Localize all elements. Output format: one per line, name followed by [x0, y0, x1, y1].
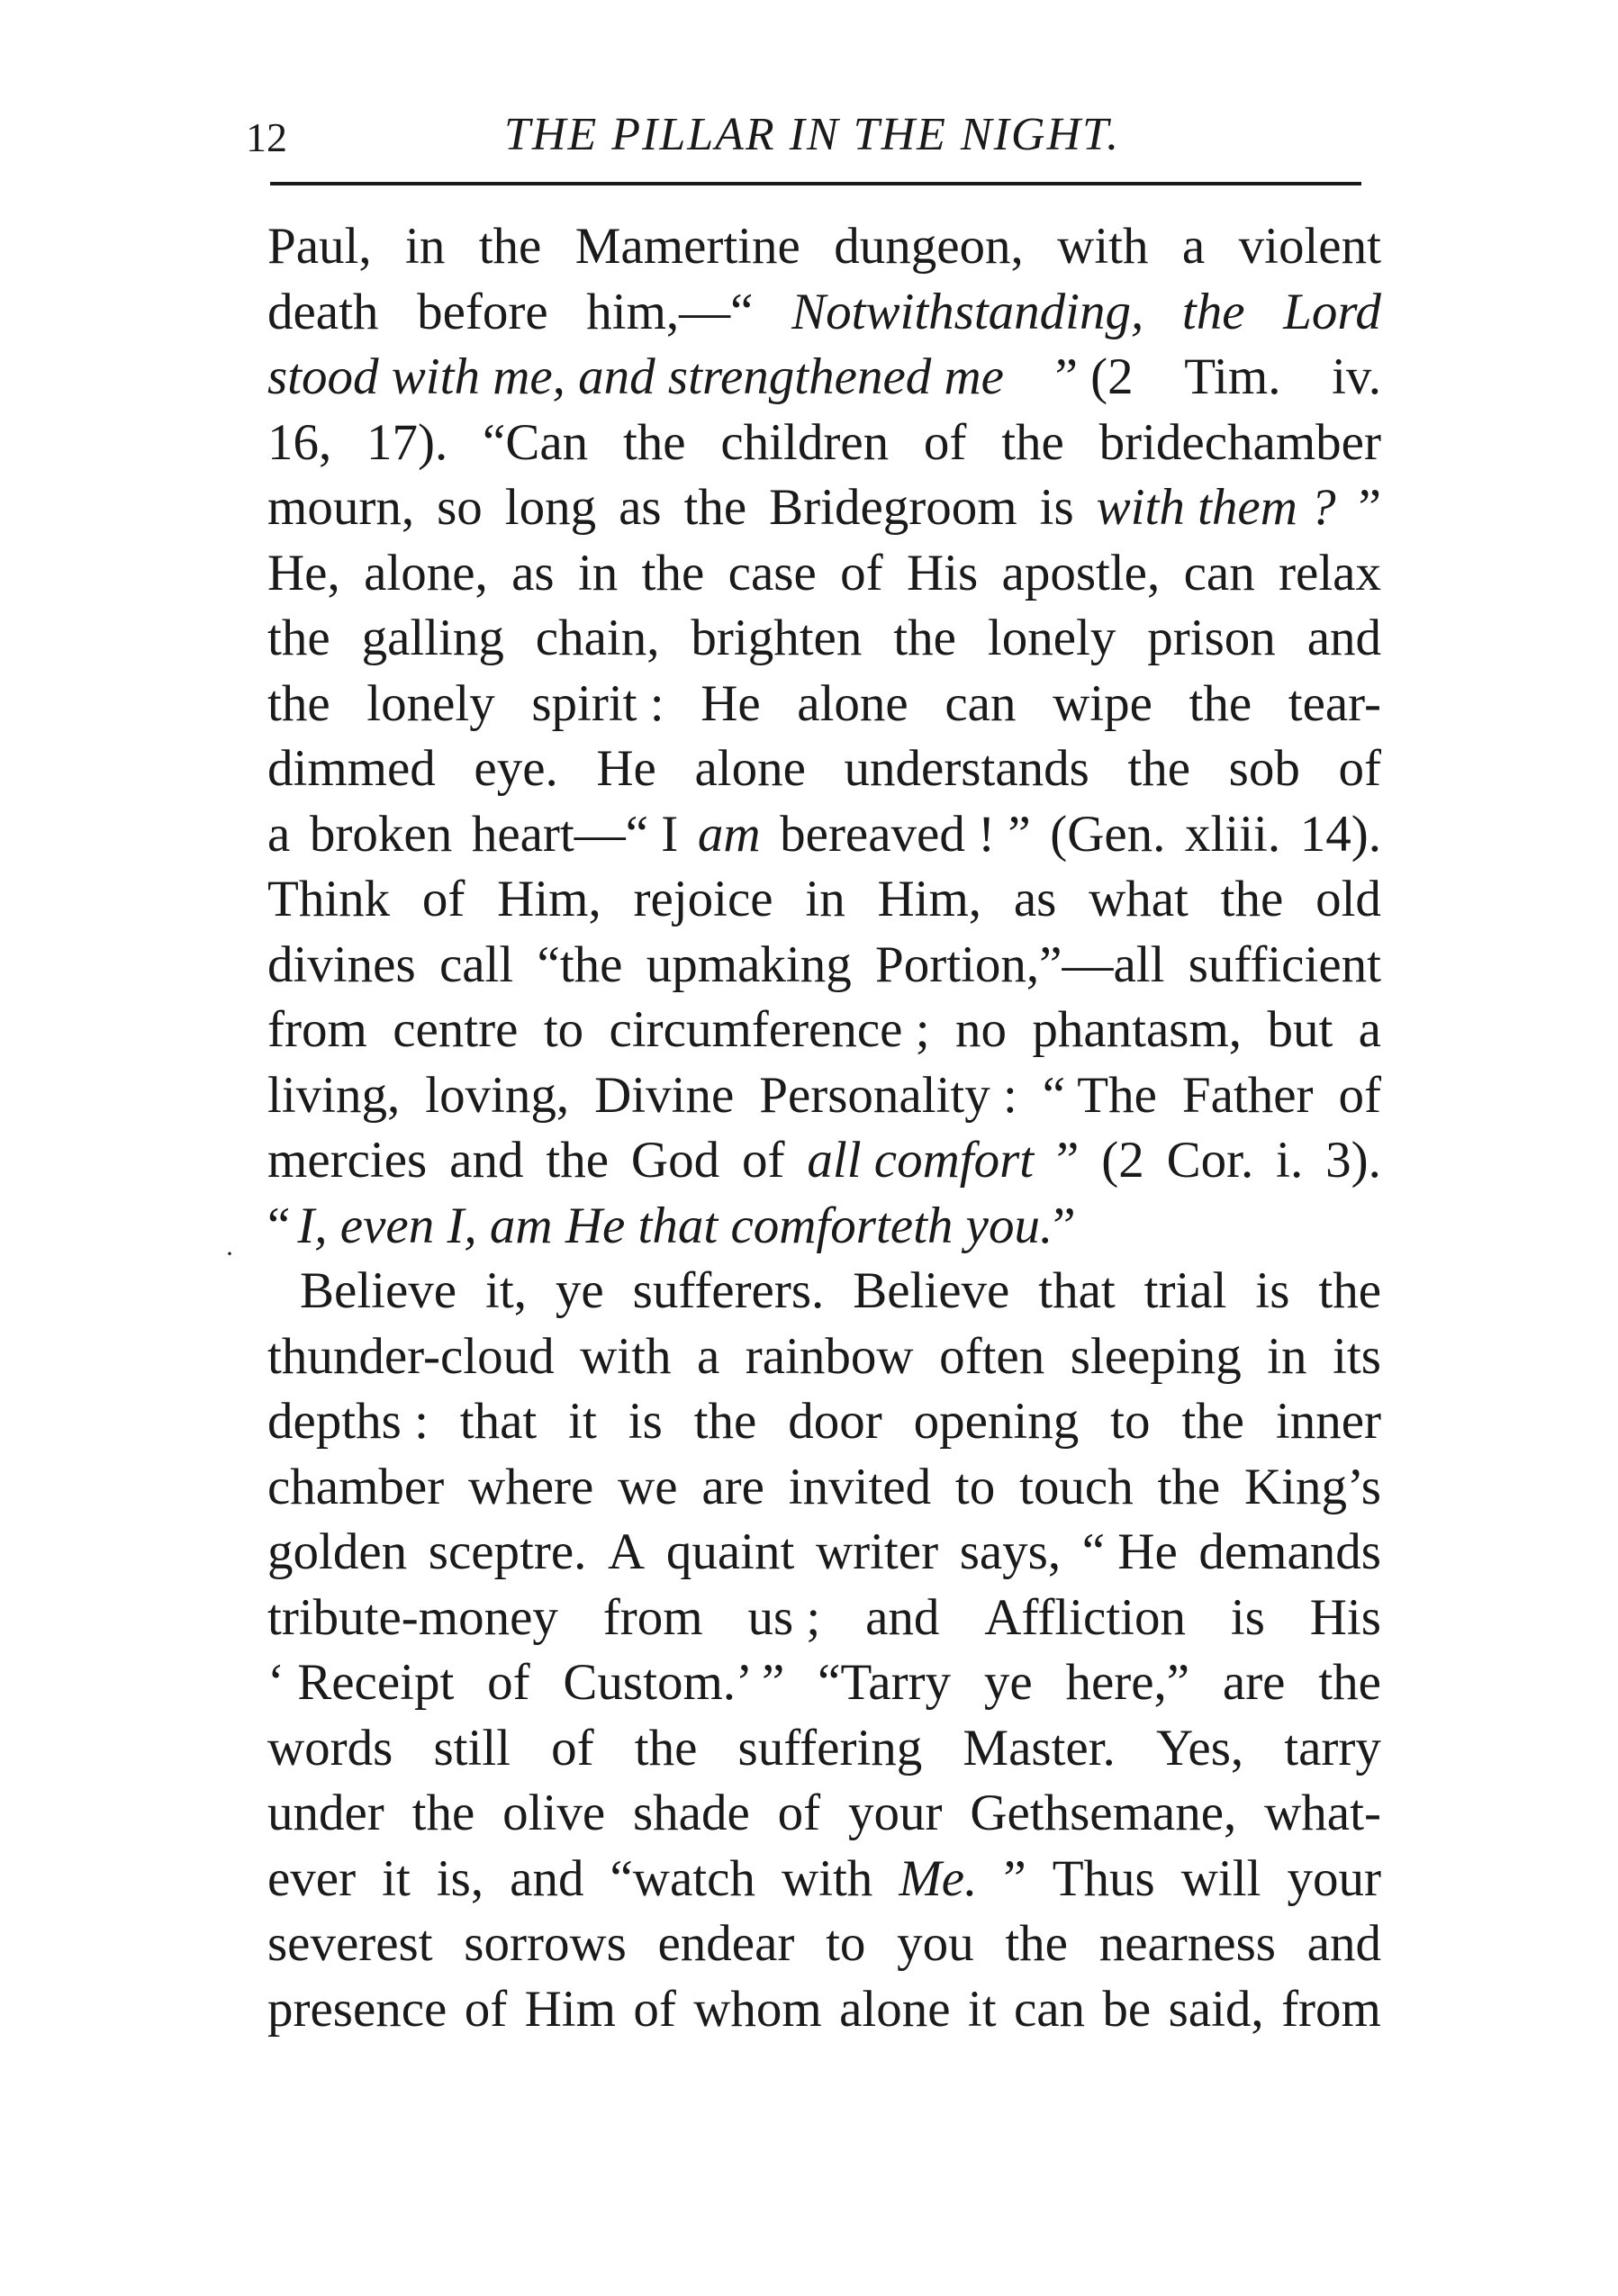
word: ” (2 — [1054, 348, 1134, 405]
word: you — [897, 1915, 974, 1972]
word: Believe — [300, 1262, 457, 1319]
word: Affliction — [984, 1588, 1187, 1646]
word: Yes, — [1155, 1719, 1244, 1776]
word: from — [602, 1588, 703, 1646]
word: “ The — [1042, 1066, 1157, 1124]
word: living, — [267, 1066, 401, 1124]
word: the — [1318, 1654, 1381, 1711]
word: He — [596, 740, 656, 797]
word: “ He — [1081, 1523, 1178, 1580]
word: of — [777, 1785, 821, 1841]
word: from — [267, 1001, 367, 1058]
word: the — [546, 1132, 609, 1189]
word: lonely — [987, 610, 1116, 666]
word: a — [1181, 218, 1206, 275]
word: 14). — [1299, 805, 1381, 863]
body-text — [267, 214, 1381, 2042]
word: where — [468, 1458, 594, 1515]
word: golden — [267, 1523, 408, 1580]
word: call — [438, 936, 514, 993]
word: God — [630, 1132, 720, 1189]
word: the — [478, 218, 542, 275]
word: sob — [1228, 740, 1300, 797]
word: bridechamber — [1098, 413, 1381, 471]
word: lonely — [366, 674, 495, 732]
text-line — [267, 672, 1381, 737]
word: is — [628, 1393, 663, 1450]
word: here,” — [1065, 1654, 1190, 1711]
word: thunder-cloud — [267, 1327, 555, 1385]
header-rule — [270, 182, 1361, 185]
word: can — [945, 674, 1017, 732]
word: is — [1039, 479, 1074, 536]
word: He — [701, 674, 761, 732]
text-line — [267, 1650, 1381, 1716]
word: rejoice — [633, 871, 773, 927]
word: your — [1287, 1849, 1381, 1907]
word: can — [1183, 544, 1255, 601]
text-line — [267, 280, 1381, 346]
word: phantasm, — [1032, 1001, 1243, 1058]
word: the — [1189, 674, 1252, 732]
word: circumference ; — [609, 1001, 930, 1058]
word: severest — [267, 1915, 433, 1972]
word: still — [433, 1719, 511, 1776]
word: dungeon, — [834, 218, 1024, 275]
italic-text: Notwithstanding, — [791, 283, 1144, 340]
word: alone — [839, 1980, 951, 2038]
word: it — [568, 1393, 597, 1450]
word: can — [1013, 1980, 1086, 2038]
text-line — [267, 1259, 1381, 1324]
text-line — [267, 1063, 1381, 1129]
word: what- — [1264, 1785, 1381, 1841]
word: the — [683, 479, 747, 536]
text-line — [267, 867, 1381, 933]
word: His — [906, 544, 979, 601]
word: nearness — [1098, 1915, 1276, 1972]
word: ye — [555, 1262, 604, 1319]
page-header — [246, 106, 1371, 169]
word: sorrows — [464, 1915, 627, 1972]
word: case — [728, 544, 817, 601]
word: us ; — [747, 1588, 821, 1646]
word: what — [1089, 871, 1189, 927]
word: with — [580, 1327, 672, 1385]
text-line — [267, 1520, 1381, 1586]
word: tear- — [1288, 674, 1381, 732]
text-line — [267, 1781, 1381, 1847]
word: writer — [815, 1523, 939, 1580]
word: to — [1110, 1393, 1151, 1450]
word: mourn, — [267, 479, 415, 536]
word: ” — [1056, 1132, 1080, 1189]
text-line — [267, 1455, 1381, 1521]
text-line — [267, 1847, 1381, 1912]
word: bereaved ! ” — [780, 805, 1031, 863]
word: (Gen. — [1050, 805, 1166, 863]
word: Him, — [877, 871, 982, 927]
word: Bridegroom — [769, 479, 1017, 536]
word: “watch — [610, 1849, 755, 1907]
word: ‘ Receipt — [267, 1654, 455, 1711]
word: and — [449, 1132, 524, 1189]
word: alone, — [364, 544, 488, 601]
word: 17). — [366, 413, 448, 471]
word: alone — [797, 674, 908, 732]
word: and — [1306, 610, 1381, 666]
word: A — [608, 1523, 646, 1580]
word: His — [1309, 1588, 1381, 1646]
word: a — [1358, 1001, 1381, 1058]
word: Tim. — [1184, 348, 1281, 405]
word: before — [417, 283, 548, 340]
word: invited — [788, 1458, 932, 1515]
text-line — [267, 1194, 1381, 1260]
text-line — [267, 1128, 1381, 1194]
word: Gethsemane, — [970, 1785, 1237, 1841]
word: suffering — [737, 1719, 923, 1776]
word: trial — [1143, 1262, 1227, 1319]
word: olive — [502, 1785, 606, 1841]
word: heart—“ I — [471, 805, 679, 863]
word: the — [267, 674, 330, 732]
word: of — [487, 1654, 530, 1711]
word: as — [1013, 871, 1057, 927]
word: is — [1255, 1262, 1290, 1319]
word: it — [382, 1849, 411, 1907]
word: the — [693, 1393, 757, 1450]
word: ever — [267, 1849, 357, 1907]
word: as — [619, 479, 662, 536]
word: its — [1333, 1327, 1381, 1385]
text-line — [267, 1389, 1381, 1455]
word: Mamertine — [574, 218, 800, 275]
word: sceptre. — [428, 1523, 587, 1580]
word: He, — [267, 544, 340, 601]
word: violent — [1238, 218, 1381, 275]
word: rainbow — [745, 1327, 914, 1385]
word: ” — [1358, 479, 1381, 536]
word: 16, — [267, 413, 332, 471]
word: endear — [657, 1915, 795, 1972]
word: words — [267, 1719, 393, 1776]
word: i. — [1276, 1132, 1304, 1189]
word: from — [1281, 1980, 1381, 2038]
word: the — [634, 1719, 698, 1776]
word: with — [781, 1849, 873, 1907]
word: of — [923, 413, 967, 471]
word: so — [437, 479, 483, 536]
word: ” — [1053, 1197, 1076, 1254]
text-line — [267, 1912, 1381, 1977]
text-line — [267, 802, 1381, 868]
word: and — [865, 1588, 940, 1646]
word: Portion,”—all — [875, 936, 1165, 993]
word: be — [1102, 1980, 1152, 2038]
word: quaint — [665, 1523, 795, 1580]
word: as — [511, 544, 555, 601]
word: children — [720, 413, 890, 471]
word: to — [826, 1915, 866, 1972]
italic-text: stood with me, and strengthened me — [267, 348, 1004, 405]
text-line — [267, 737, 1381, 802]
word: demands — [1198, 1523, 1381, 1580]
word: we — [618, 1458, 678, 1515]
word: “Can — [483, 413, 589, 471]
word: in — [404, 218, 446, 275]
word: touch — [1019, 1458, 1134, 1515]
italic-text: the — [1181, 283, 1245, 340]
word: it, — [485, 1262, 527, 1319]
word: Custom.’ ” — [563, 1654, 785, 1711]
word: the — [1157, 1458, 1221, 1515]
word: 3). — [1325, 1132, 1381, 1189]
word: chain, — [535, 610, 660, 666]
word: chamber — [267, 1458, 445, 1515]
page-number: 12 — [246, 114, 287, 160]
word: of — [633, 1980, 676, 2038]
word: of — [1338, 740, 1381, 797]
text-line — [267, 933, 1381, 999]
word: tarry — [1284, 1719, 1381, 1776]
word: centre — [393, 1001, 519, 1058]
word: door — [788, 1393, 882, 1450]
word: with — [1057, 218, 1149, 275]
word: the — [411, 1785, 475, 1841]
word: Master. — [963, 1719, 1116, 1776]
text-line — [267, 998, 1381, 1063]
word: of — [421, 871, 466, 927]
word: Believe — [853, 1262, 1010, 1319]
word: will — [1180, 1849, 1261, 1907]
word: relax — [1279, 544, 1381, 601]
word: Him — [524, 1980, 616, 2038]
word: divines — [267, 936, 416, 993]
word: in — [577, 544, 619, 601]
italic-text: I, even I, am He that comforteth you. — [297, 1197, 1053, 1254]
word: apostle, — [1001, 544, 1161, 601]
word: a — [696, 1327, 720, 1385]
word: of — [1338, 1066, 1381, 1124]
word: the — [1005, 1915, 1068, 1972]
word: presence — [267, 1980, 447, 2038]
word: the — [1181, 1393, 1244, 1450]
word: old — [1315, 871, 1381, 927]
word: King’s — [1243, 1458, 1381, 1515]
word: death — [267, 283, 379, 340]
word: the — [1220, 871, 1284, 927]
text-line — [267, 1716, 1381, 1782]
word: opening — [913, 1393, 1080, 1450]
word: shade — [632, 1785, 750, 1841]
word: the — [641, 544, 705, 601]
word: and — [1306, 1915, 1381, 1972]
word: of — [464, 1980, 508, 2038]
text-line — [267, 606, 1381, 672]
word: sufficient — [1188, 936, 1381, 993]
text-line — [267, 541, 1381, 607]
word: wipe — [1053, 674, 1152, 732]
word: spirit : — [531, 674, 664, 732]
word: iv. — [1332, 348, 1381, 405]
word: sufferers. — [632, 1262, 825, 1319]
word: long — [504, 479, 597, 536]
word: of — [741, 1132, 785, 1189]
word: brighten — [691, 610, 863, 666]
word: Cor. — [1166, 1132, 1254, 1189]
word: dimmed — [267, 740, 436, 797]
word: the — [893, 610, 956, 666]
word: says, — [959, 1523, 1062, 1580]
word: eye. — [474, 740, 558, 797]
word: mercies — [267, 1132, 428, 1189]
text-line — [267, 1586, 1381, 1651]
word: Paul, — [267, 218, 372, 275]
margin-mark: · — [225, 1239, 234, 1269]
word: under — [267, 1785, 384, 1841]
word: xliii. — [1185, 805, 1281, 863]
word: broken — [309, 805, 453, 863]
word: to — [954, 1458, 996, 1515]
text-line — [267, 1324, 1381, 1390]
word: is — [1230, 1588, 1265, 1646]
word: Personality : — [759, 1066, 1017, 1124]
word: ” — [1003, 1849, 1026, 1907]
word: the — [1001, 413, 1064, 471]
word: him,—“ — [586, 283, 754, 340]
running-title: THE PILLAR IN THE NIGHT. — [504, 109, 1121, 160]
word: your — [847, 1785, 943, 1841]
italic-text: with them ? — [1096, 479, 1336, 536]
word: the — [1127, 740, 1191, 797]
word: loving, — [425, 1066, 570, 1124]
word: but — [1267, 1001, 1333, 1058]
italic-text: Lord — [1283, 283, 1381, 340]
word: “Tarry — [818, 1654, 952, 1711]
word: tribute-money — [267, 1588, 558, 1646]
word: ye — [983, 1654, 1033, 1711]
word: of — [551, 1719, 594, 1776]
text-line — [267, 411, 1381, 476]
word: no — [954, 1001, 1007, 1058]
word: and — [510, 1849, 584, 1907]
word: (2 — [1101, 1132, 1144, 1189]
word: alone — [694, 740, 806, 797]
word: galling — [361, 610, 504, 666]
word: prison — [1147, 610, 1276, 666]
word: that — [1038, 1262, 1116, 1319]
word: the — [1318, 1262, 1381, 1319]
word: Him, — [497, 871, 601, 927]
word: in — [805, 871, 845, 927]
word: depths : — [267, 1393, 429, 1450]
italic-text: all comfort — [807, 1132, 1035, 1189]
word: said, — [1168, 1980, 1264, 2038]
word: that — [459, 1393, 538, 1450]
word: “ — [267, 1197, 291, 1254]
word: are — [1222, 1654, 1286, 1711]
italic-text: Me. — [899, 1849, 978, 1907]
word: the — [267, 610, 330, 666]
word: often — [939, 1327, 1045, 1385]
word: in — [1267, 1327, 1307, 1385]
text-line — [267, 475, 1381, 541]
word: whom — [693, 1980, 822, 2038]
italic-text: am — [697, 805, 761, 863]
word: Divine — [594, 1066, 735, 1124]
text-line — [267, 1977, 1381, 2043]
word: upmaking — [646, 936, 852, 993]
word: Thus — [1052, 1849, 1155, 1907]
word: “the — [537, 936, 623, 993]
word: are — [701, 1458, 764, 1515]
text-line — [267, 214, 1381, 280]
word: inner — [1275, 1393, 1381, 1450]
text-line — [267, 345, 1381, 411]
word: Father — [1181, 1066, 1314, 1124]
word: a — [267, 805, 291, 863]
word: of — [840, 544, 883, 601]
word: sleeping — [1070, 1327, 1242, 1385]
word: it — [967, 1980, 997, 2038]
word: Think — [267, 871, 391, 927]
word: the — [622, 413, 686, 471]
word: is, — [436, 1849, 484, 1907]
word: understands — [844, 740, 1089, 797]
word: to — [543, 1001, 584, 1058]
